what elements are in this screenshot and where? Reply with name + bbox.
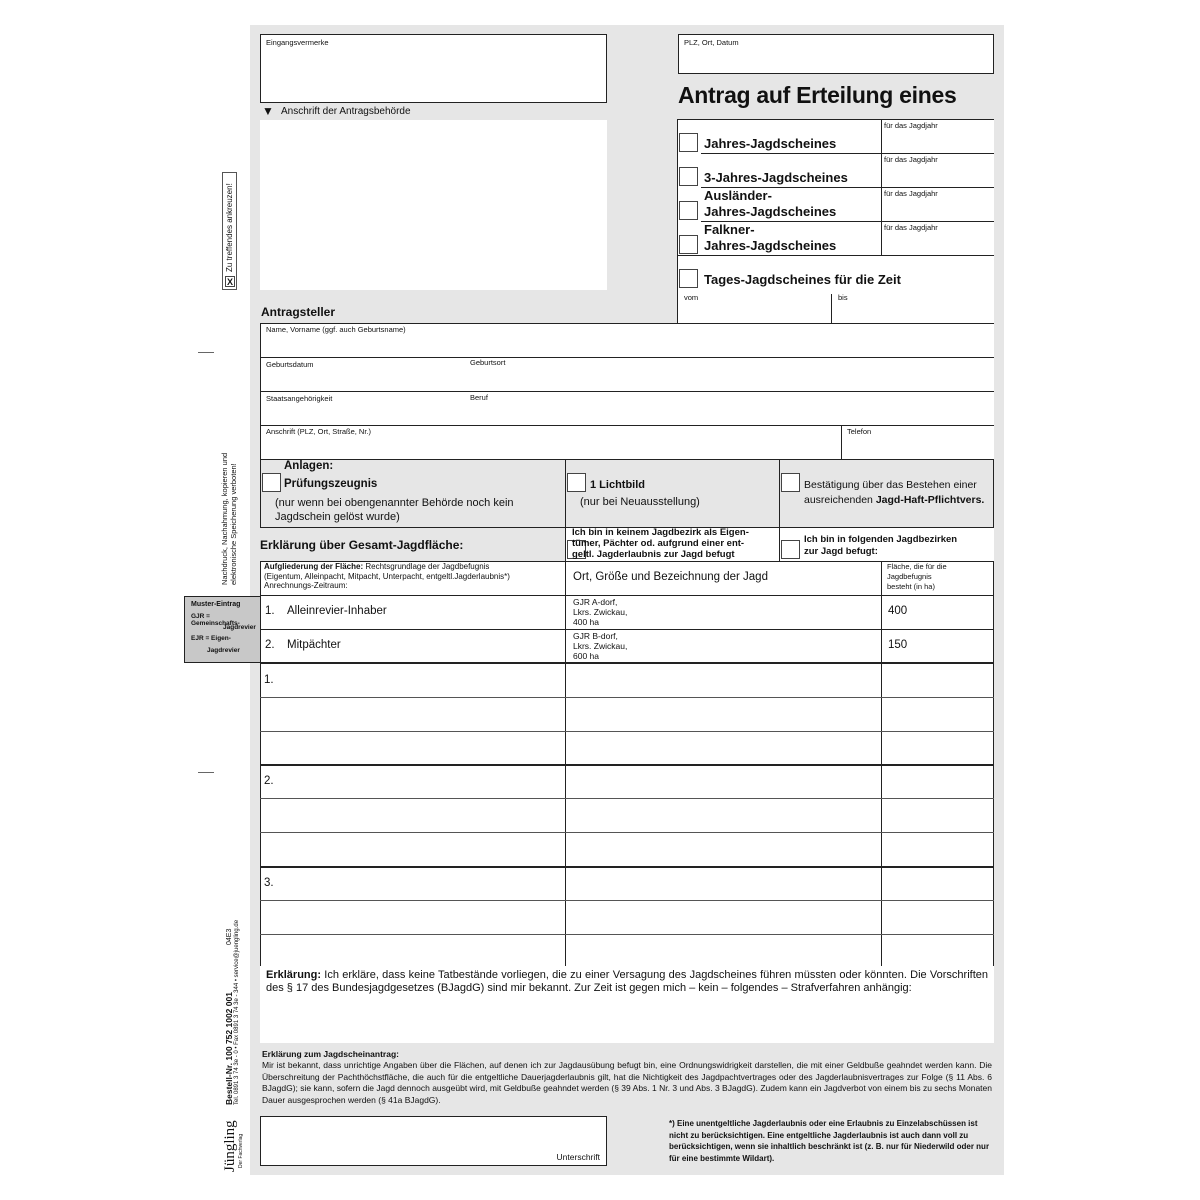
col-header-aufgliederung-rest: Rechtsgrundlage der Jagdbefugnis (Eigentum, Alleinpacht, Mitpacht, Unterpacht, entgeltl.Jagderlaubnis*) Anrechnungs-Zeitraum:: [264, 562, 510, 590]
bestaetigung-line2: [804, 493, 994, 508]
fold-mark: [198, 352, 214, 353]
example-row-type: Alleinrevier-Inhaber: [287, 605, 387, 617]
jagdscheinantrag-text: Mir ist bekannt, dass unrichtige Angaben über die Flächen, auf denen ich zur Jagdausübung befugt bin, eine Ordnungswidrigkeit darstellen, die mit einer Geldbuße geahndet werden kann. Die Überschreitung der Pachthöchstfläche, die auch für die entgeltliche Dauerjagderlaubnis gilt, hat die Nichtigkeit des Jagdpachtvertrages oder des Jagderlaubnisvertrages zur Folge (§ 11 Abs. 6 BJagdG); sie kann, sofern die Jagd dennoch ausgeübt wird, mit Geldbuße geahndet werden (§ 39 Abs. 1 Nr. 3 und Abs. 3 BJagdG). Zudem kann ein Jagdverbot von einem bis zu sechs Monaten Dauer ausgesprochen werden (§ 41a BJagdG).: [262, 1060, 992, 1105]
tages-to-label: bis: [838, 293, 848, 302]
eingang-box[interactable]: [260, 34, 607, 103]
geburtsort-label: Geburtsort: [470, 358, 506, 367]
pruefung-title: Prüfungszeugnis: [284, 478, 378, 490]
lichtbild-checkbox[interactable]: [567, 473, 586, 492]
behoerde-label: Anschrift der Antragsbehörde: [281, 106, 411, 117]
drei-jahres-checkbox[interactable]: [679, 167, 698, 186]
bestell-nr: Bestell-Nr. 100 752 1002 001: [224, 992, 234, 1105]
tages-checkbox[interactable]: [679, 269, 698, 288]
bestaetigung-line1: Bestätigung über das Bestehen einer: [804, 479, 977, 491]
example-row-num: 2.: [265, 639, 275, 651]
unterschrift-label: Unterschrift: [556, 1152, 600, 1162]
example-row-area: 150: [888, 639, 908, 651]
ankreuzen-text: Zu treffendes ankreuzen!: [225, 183, 234, 272]
anschrift-label: Anschrift (PLZ, Ort, Straße, Nr.): [266, 427, 372, 436]
group-number: 2.: [264, 775, 274, 787]
brand-subtitle: Der Fachverlag: [238, 1133, 244, 1168]
tages-from-label: vom: [684, 293, 699, 302]
triangle-down-icon: ▼: [262, 104, 274, 118]
license-year-label: für das Jagdjahr: [884, 121, 938, 130]
col-header-flaeche: Fläche, die für die Jagdbefugnis besteht (in ha): [887, 562, 947, 591]
example-row-type: Mitpächter: [287, 639, 341, 651]
geburtsdatum-label: Geburtsdatum: [266, 360, 314, 369]
muster-title: Muster-Eintrag: [191, 601, 241, 608]
jagdscheinantrag-heading: Erklärung zum Jagdscheinantrag:: [262, 1049, 399, 1059]
falkner-checkbox[interactable]: [679, 235, 698, 254]
muster-line1: GJR = Gemeinschafts-: [191, 613, 240, 627]
folgende-jagdbezirke-checkbox[interactable]: [781, 540, 800, 559]
x-mark-icon: X: [226, 277, 233, 287]
muster-eintrag-box: [184, 596, 261, 663]
lichtbild-note: (nur bei Neuausstellung): [580, 496, 700, 508]
bestaetigung-bold: Jagd-Haft-Pflichtvers.: [875, 494, 985, 506]
lichtbild-title: 1 Lichtbild: [590, 479, 645, 491]
erklaerung-text: [266, 969, 988, 995]
staatsangehoerigkeit-label: Staatsangehörigkeit: [266, 394, 333, 403]
muster-line3: EJR = Eigen-: [191, 635, 231, 642]
pruefung-checkbox[interactable]: [262, 473, 281, 492]
license-label-jahres: Jahres-Jagdscheines: [704, 136, 837, 151]
license-year-label: für das Jagdjahr: [884, 155, 938, 164]
folgende-jagdbezirke-text: Ich bin in folgenden Jagdbezirken zur Jagd befugt:: [804, 534, 958, 557]
footnote: *) Eine unentgeltliche Jagderlaubnis oder eine Erlaubnis zu Einzelabschüssen ist nicht zu berücksichtigen. Eine entgeltliche Jagderlaubnis ist auch dann voll zu berücksichtigen, wenn sie inhaltlich beschränkt ist (z. B. nur für Niederwild oder nur für eine bestimmte Wildart).: [669, 1119, 990, 1163]
fold-mark: [198, 772, 214, 773]
behoerde-address-field[interactable]: [260, 120, 607, 290]
erklaerung-box[interactable]: [260, 966, 994, 1043]
group-number: 3.: [264, 877, 274, 889]
col-header-ort: Ort, Größe und Bezeichnung der Jagd: [573, 571, 768, 583]
name-label: Name, Vorname (ggf. auch Geburtsname): [266, 325, 406, 334]
example-row-place: GJR A-dorf, Lkrs. Zwickau, 400 ha: [573, 597, 628, 627]
example-row-area: 400: [888, 605, 908, 617]
page-title: Antrag auf Erteilung eines: [678, 82, 957, 108]
form-code: 04E3: [226, 928, 233, 945]
brand-logo: Jüngling: [222, 1120, 238, 1172]
tages-label: Tages-Jagdscheines für die Zeit: [704, 272, 901, 287]
bestaetigung-ausreichend: ausreichenden: [804, 494, 873, 506]
signature-field[interactable]: [260, 1116, 607, 1166]
anlagen-heading: Anlagen:: [284, 460, 334, 472]
plz-label: PLZ, Ort, Datum: [684, 38, 739, 47]
group-number: 1.: [264, 674, 274, 686]
license-year-label: für das Jagdjahr: [884, 223, 938, 232]
example-row-num: 1.: [265, 605, 275, 617]
antragsteller-heading: Antragsteller: [261, 305, 336, 319]
bestaetigung-checkbox[interactable]: [781, 473, 800, 492]
erklaerung-bold: Erklärung:: [266, 969, 322, 981]
auslaender-checkbox[interactable]: [679, 201, 698, 220]
pruefung-note: (nur wenn bei obengenannter Behörde noch kein Jagdschein gelöst wurde): [275, 497, 514, 523]
beruf-label: Beruf: [470, 393, 488, 402]
plz-ort-datum-field[interactable]: [678, 34, 994, 74]
bestaetigung-text: [804, 478, 994, 508]
gesamt-jagdflaeche-heading: Erklärung über Gesamt-Jagdfläche:: [260, 538, 464, 552]
example-row-place: GJR B-dorf, Lkrs. Zwickau, 600 ha: [573, 631, 628, 661]
license-label-3jahres: 3-Jahres-Jagdscheines: [704, 170, 848, 185]
license-label-auslaender: Ausländer- Jahres-Jagdscheines: [704, 188, 837, 219]
eingang-label: Eingangsvermerke: [266, 38, 329, 47]
col-header-aufgliederung: [264, 562, 564, 591]
col-header-aufgliederung-bold: Aufgliederung der Fläche:: [264, 562, 364, 571]
muster-line4: Jagdrevier: [207, 647, 240, 654]
telefon-label: Telefon: [847, 427, 872, 436]
erklaerung-body: Ich erkläre, dass keine Tatbestände vorliegen, die zu einer Versagung des Jagdscheines führen müssten oder könnten. Die Vorschriften des § 17 des Bundesjagdgesetzes (BJagdG) sind mir bekannt. Zur Zeit ist gegen mich – kein – folgendes – Strafverfahren anhängig:: [266, 969, 988, 994]
copyright-notice: Nachdruck, Nachahmung, kopieren und elektronische Speicherung verboten!: [220, 452, 238, 585]
muster-line2: Jagdrevier: [223, 624, 256, 631]
license-year-label: für das Jagdjahr: [884, 189, 938, 198]
contact-line: Tel. 0891 3 74 3e - 0 • Fax 0891 3 74 3e - 344 • service@juengling.de: [234, 919, 240, 1105]
license-label-falkner: Falkner- Jahres-Jagdscheines: [704, 222, 837, 253]
keine-jagdbezirk-text: Ich bin in keinem Jagdbezirk als Eigen- tümer, Pächter od. aufgrund einer ent- geltl. Jagderlaubnis zur Jagd befugt: [572, 527, 749, 560]
jahres-checkbox[interactable]: [679, 133, 698, 152]
